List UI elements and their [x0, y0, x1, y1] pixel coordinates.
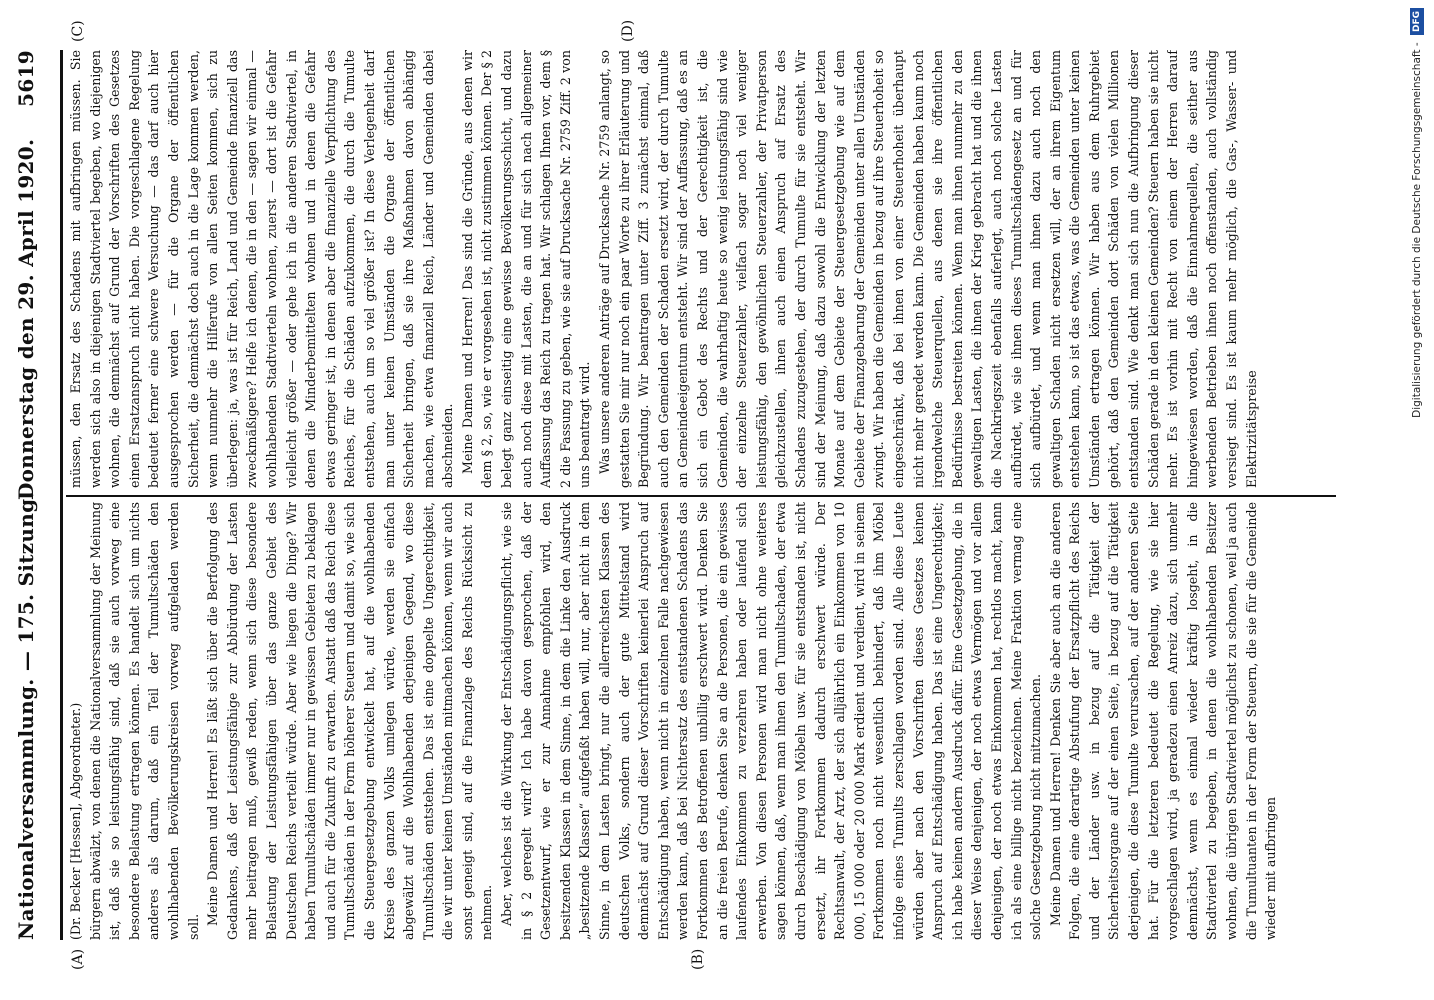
digitization-credit	[1406, 8, 1428, 992]
paragraph: Was unsere anderen Anträge auf Drucksache Nr. 2759 anlangt, so gestatten Sie mir nur noch ein paar Worte zu ihrer Erläuterung und Begründung. Wir beantragen unter Ziff. 3 zunächst einmal, daß auch den Gemeinden der Schaden ersetzt wird, der durch Tumulte an Gemeindeeigentum entsteht. Wir sind der Auffassung, daß es an sich ein Gebot des Rechts und der Gerechtigkeit ist, die Gemeinden, die wahrhaftig heute so wenig leistungsfähig sind wie der einzelne Steuerzahler, vielfach sogar noch viel weniger leistungsfähig, den gewöhnlichen Steuerzahler, der Privatperson gleichzustellen, ihnen auch einen Anspruch auf Ersatz des Schadens zuzugestehen, der durch Tumulte für sie entsteht. Wir sind der Meinung, daß dazu sowohl die Entwicklung der letzten Monate auf dem Gebiete der Steuergesetzgebung wie auf dem Gebiete der Finanzgebarung der Gemeinden unter allen Umständen zwingt. Wir haben die Gemeinden in bezug auf ihre Steuerhoheit so eingeschränkt, daß bei ihnen von einer Steuerhoheit überhaupt nicht mehr geredet werden kann. Die Gemeinden haben kaum noch irgendwelche Steuerquellen, aus denen sie ihre öffentlichen Bedürfnisse bestreiten können. Wenn man ihnen nunmehr zu den gewaltigen Lasten, die ihnen der Krieg gebracht hat und die ihnen die Nachkriegszeit ebenfalls auferlegt, auch noch solche Lasten aufbürdet, wie sie ihnen dieses Tumultschädengesetz an und für sich aufbürdet, und wenn man ihnen dazu auch noch den gewaltigen Schaden nicht ersetzen will, der an ihrem Eigentum entstehen kann, so ist das etwas, was die Gemeinden unter keinen Umständen ertragen können. Wir haben aus dem Ruhrgebiet gehört, daß den Gemeinden dort Schäden von vielen Millionen entstanden sind. Wie denkt man sich nun die Aufbringung dieser Schäden gerade in den kleinen Gemeinden? Steuern haben sie nicht mehr. Es ist vorhin mit Recht von einem der Herren darauf hingewiesen worden, daß die Einnahmequellen, die seither aus werbenden Betrieben ihnen noch offenstanden, auch vollständig versiegt sind. Es ist kaum mehr möglich, die Gas-, Wasser- und Elektrizitätspreise	[597, 50, 1259, 488]
column-divider	[66, 495, 1336, 497]
header-title: Nationalversammlung. — 175. Sitzung.	[14, 491, 38, 940]
header-rule	[60, 50, 63, 940]
paragraph: bürgern abwälzt, von denen die Nationalversammlung der Meinung ist, daß sie so leistungsfähig sind, daß sie auch vorweg eine besondere Belastung ertragen können. Es handelt sich um nichts anderes als darum, daß ein Teil der Tumultschäden den wohlhabenden Bevölkerungskreisen vorweg aufgeladen werden soll.	[87, 502, 201, 940]
credit-text: Digitalisierung gefördert durch die Deutsche Forschungsgemeinschaft -	[1411, 42, 1423, 418]
paragraph: (Dr. Becker [Hessen], Abgeordneter.)	[68, 702, 83, 940]
margin-marker-b: (B)	[690, 948, 706, 970]
paragraph: Meine Damen und Herren! Es läßt sich über die Berfolgung des Gedankens, daß der Leistungsfähige zur Abbürdung der Lasten mehr beitragen muß, gewiß reden, wenn sich diese besondere Belastung der Leistungsfähigen über das ganze Gebiet des Deutschen Reichs verteilt würde. Aber wie liegen die Dinge? Wir haben Tumultschäden immer nur in gewissen Gebieten zu beklagen und auch für die Zukunft zu erwarten. Anstatt daß das Reich diese Tumultschäden in der Form höherer Steuern und damit so, wie sich die Steuergesetzgebung entwickelt hat, auf die wohlhabenden Kreise des ganzen Volks umlegen würde, werden sie einfach abgewälzt auf die Wohlhabenden derjenigen Gegend, wo diese Tumultschäden entstehen. Das ist eine doppelte Ungerechtigkeit, die wir unter keinen Umständen mitmachen können, wenn wir auch sonst geneigt sind, auf die Finanzlage des Reichs Rücksicht zu nehmen.	[205, 502, 495, 940]
left-column	[66, 502, 1336, 940]
page-header	[14, 50, 46, 940]
margin-marker-a: (A)	[70, 948, 86, 970]
paragraph: Meine Damen und Herren! Denken Sie aber auch an die anderen Folgen, die eine derartige Abstufung der Ersatzpflicht des Reichs und der Länder usw. in bezug auf die Tätigkeit der Sicherheitsorgane auf der einen Seite, in bezug auf die Tätigkeit derjenigen, die diese Tumulte verursachen, auf der anderen Seite hat. Für die letzteren bedeutet die Regelung, wie sie hier vorgeschlagen wird, ja geradezu einen Anreiz dazu, sich unmehr demnächst, wenn es einmal wieder kräftig losgeht, in die Stadtviertel zu begeben, in denen die wohlhabenden Besitzer wohnen, die übrigen Stadtviertel möglichst zu schonen, weil ja auch die Tumultuanten in der Form der Steuern, die sie für die Gemeinde wieder mit aufbringen	[1047, 502, 1279, 940]
page-number: 5619	[14, 50, 38, 107]
paragraph: müssen, den Ersatz des Schadens mit aufbringen müssen. Sie werden sich also in diejenigen Stadtviertel begeben, wo diejenigen wohnen, die demnächst auf Grund der Vorschriften des Gesetzes einen Ersatzanspruch nicht haben. Die vorgeschlagene Regelung bedeutet ferner eine schwere Versuchung — das darf auch hier ausgesprochen werden — für die Organe der öffentlichen Sicherheit, die demnächst doch auch in die Lage kommen werden, wenn nunmehr die Hilferufe von allen Seiten kommen, sich zu überlegen: ja, was ist für Reich, Land und Gemeinde finanziell das zweckmäßigere? Helfe ich denen, die in den — sagen wir einmal — wohlhabenden Stadtvierteln wohnen, zuerst — dort ist die Gefahr vielleicht größer — oder gehe ich in die anderen Stadtviertel, in denen die Minderbemittelten wohnen und in denen die Gefahr etwas geringer ist, in denen aber die finanzielle Verpflichtung des Reiches, für die Schäden aufzukommen, die durch die Tumulte entstehen, auch um so viel größer ist? In diese Verlegenheit darf man unter keinen Umständen die Organe der öffentlichen Sicherheit bringen, daß sie ihre Maßnahmen davon abhängig machen, wie etwa finanziell Reich, Länder und Gemeinden dabei abschneiden.	[68, 50, 456, 488]
dfg-logo: DFG	[1410, 8, 1424, 35]
header-date: Donnerstag den 29. April 1920.	[14, 138, 38, 500]
right-column	[66, 50, 1336, 488]
paragraph: Aber, welches ist die Wirkung der Entschädigungspflicht, wie sie in § 2 geregelt wird? Ich habe davon gesprochen, daß der Gesetzentwurf, wie er zur Annahme empfohlen wird, den besitzenden Klassen in dem Sinne, in dem die Linke den Ausdruck „besitzende Klassen“ aufgefaßt haben will, nur, aber nicht in dem Sinne, in dem Lasten bringt, nur die allerreichsten Klassen des deutschen Volks, sondern auch der gute Mittelstand wird demnächst auf Grund dieser Vorschriften keinerlei Anspruch auf Entschädigung haben, wenn nicht in einzelnen Falle nachgewiesen werden kann, daß bei Nichtersatz des entstandenen Schadens das Fortkommen des Betroffenen unbillig erschwert wird. Denken Sie an die freien Berufe, denken Sie an die Personen, die ein gewisses laufendes Einkommen zu verzehren haben oder laufend sich erwerben. Von diesen Personen wird man nicht ohne weiteres sagen können, daß, wenn man ihnen den Tumultschaden, der etwa durch Beschädigung von Möbeln usw. für sie entstanden ist, nicht ersetzt, ihr Fortkommen dadurch erschwert würde. Der Rechtsanwalt, der Arzt, der sich alljährlich ein Einkommen von 10 000, 15 000 oder 20 000 Mark erdient und verdient, wird in seinem Fortkommen noch nicht wesentlich behindert, daß ihm Möbel infolge eines Tumults zerschlagen worden sind. Alle diese Leute würden aber nach den Vorschriften dieses Gesetzes keinen Anspruch auf Entschädigung haben. Das ist eine Ungerechtigkeit; ich habe keinen andern Ausdruck dafür. Eine Gesetzgebung, die in dieser Weise denjenigen, der noch etwas Vermögen und vor allem denjenigen, der noch etwas Einkommen hat, rechtlos macht, kann ich als eine billige nicht bezeichnen. Meine Fraktion vermag eine solche Gesetzgebung nicht mitzumachen.	[499, 502, 1044, 940]
paragraph: Meine Damen und Herren! Das sind die Gründe, aus denen wir dem § 2, so, wie er vorgesehen ist, nicht zustimmen können. Der § 2 belegt ganz einseitig eine gewisse Bevölkerungsschicht, und dazu auch noch diese mit Lasten, die an und für sich nach allgemeiner Auffassung das Reich zu tragen hat. Wir schlagen Ihnen vor, dem § 2 die Fassung zu geben, wie sie auf Drucksache Nr. 2759 Ziff. 2 von uns beantragt wird.	[459, 50, 593, 488]
margin-marker-d: (D)	[620, 19, 636, 42]
margin-marker-c: (C)	[70, 20, 86, 42]
